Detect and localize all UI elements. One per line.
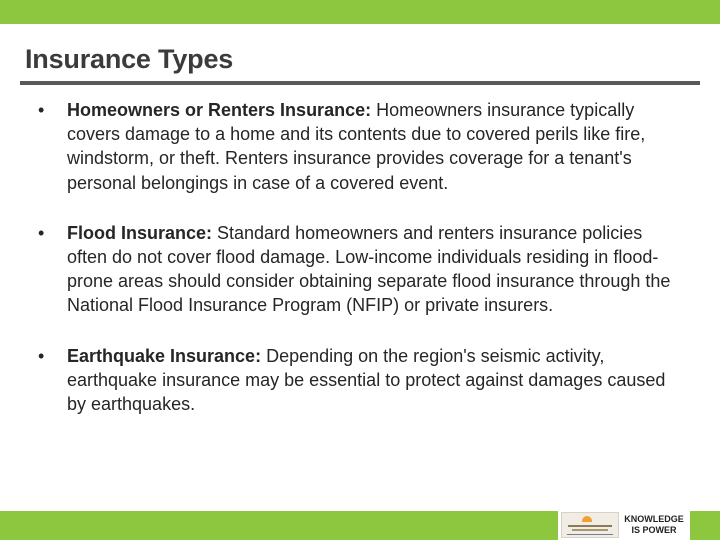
bullet-text: Depending on the region's seismic activity, earthquake insurance may be essential to protect against damages caused by earthquakes. <box>67 345 666 415</box>
footer-tagline <box>620 514 688 536</box>
slide-title: Insurance Types <box>25 44 234 74</box>
footer-badge <box>558 510 690 540</box>
tagline-line-1: KNOWLEDGE <box>624 514 684 524</box>
organization-logo <box>561 512 619 538</box>
bullet-term: Homeowners or Renters Insurance: <box>67 100 372 120</box>
bullet-flood <box>38 221 678 318</box>
bullet-homeowners-renters <box>38 98 678 195</box>
top-accent-bar <box>0 0 720 24</box>
bullet-earthquake <box>38 344 678 417</box>
logo-sun-icon <box>582 516 592 522</box>
title-divider <box>20 81 700 85</box>
bullet-dot-icon: • <box>38 100 45 120</box>
bullet-term: Flood Insurance: <box>67 222 213 243</box>
bullet-text: Homeowners insurance typically covers damage to a home and its contents due to covered perils like fire, windstorm, or theft. Renters insurance provides coverage for a tenant's personal belongings in case of a covered event. <box>67 100 646 193</box>
bullet-term: Earthquake Insurance: <box>67 345 262 366</box>
bullet-dot-icon: • <box>38 222 45 243</box>
tagline-line-2: IS POWER <box>631 525 677 535</box>
bullet-text: Standard homeowners and renters insurance policies often do not cover flood damage. Low-income individuals residing in flood-prone areas should consider obtaining separate flood insurance through the National Flood Insurance Program (NFIP) or private insurers. <box>67 222 671 316</box>
bullet-list <box>38 98 678 442</box>
bullet-dot-icon: • <box>38 345 45 366</box>
